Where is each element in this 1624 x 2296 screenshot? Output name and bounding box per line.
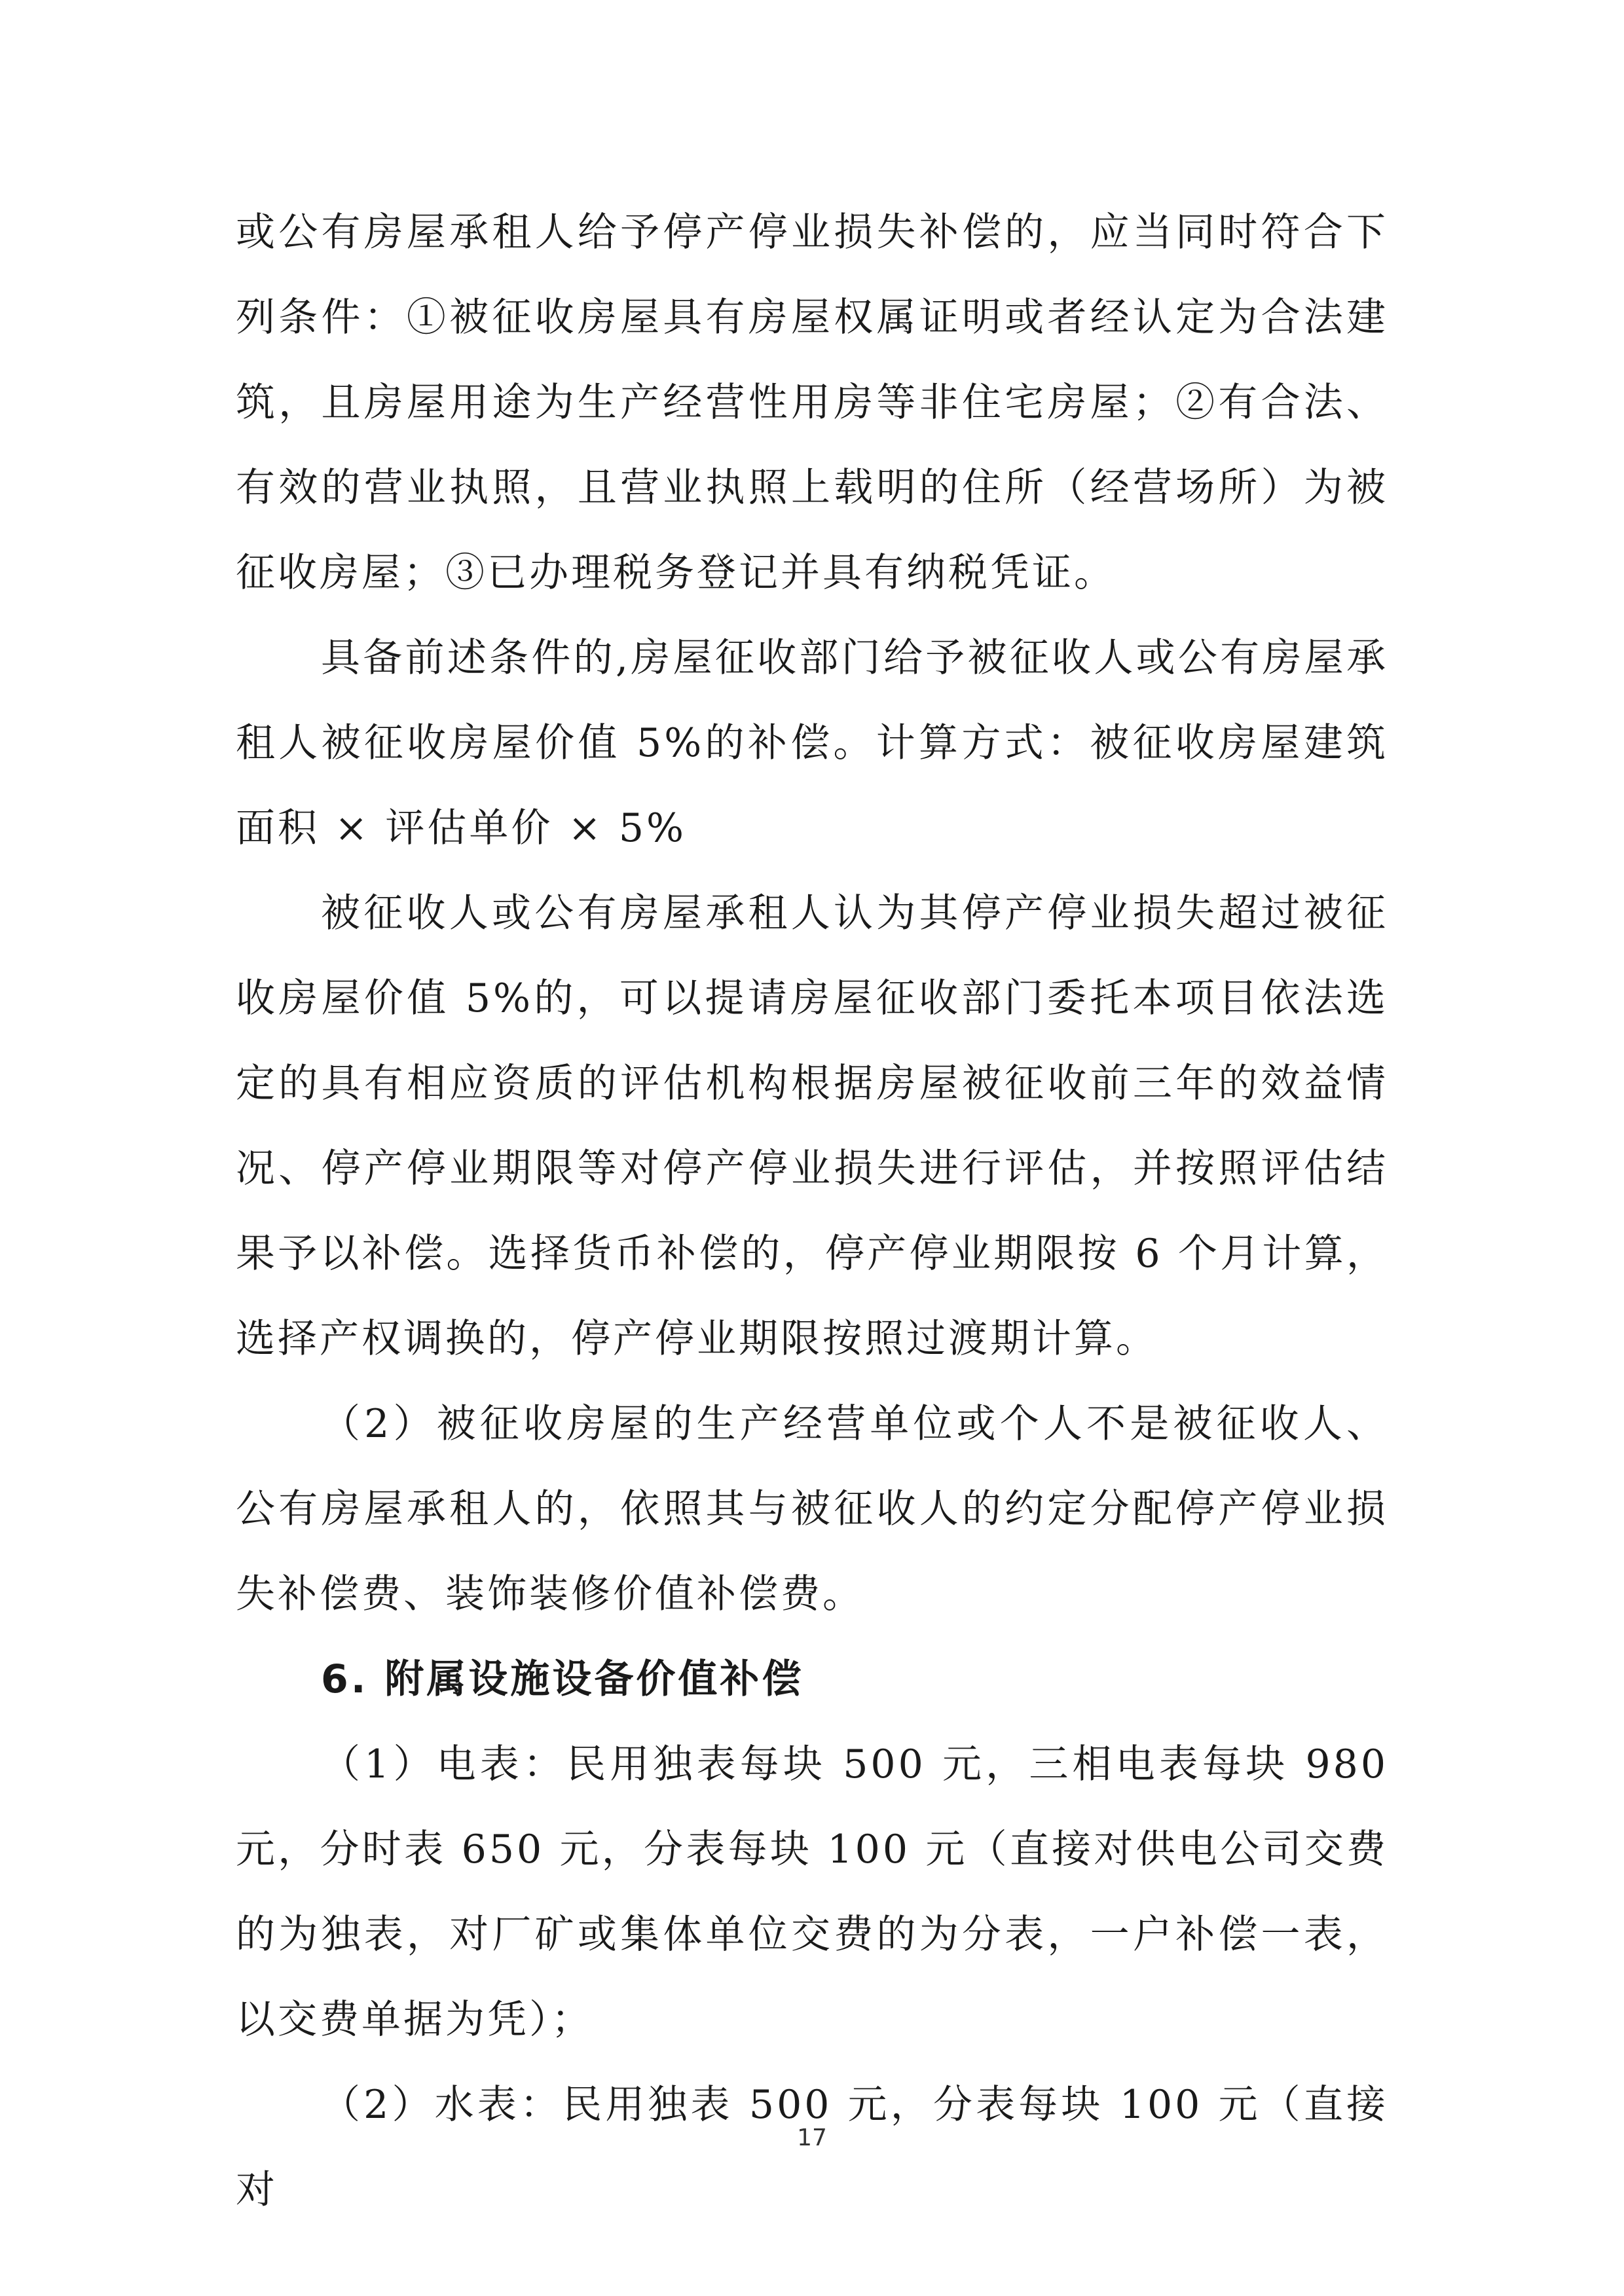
section-heading-ancillary-facilities: 6. 附属设施设备价值补偿	[321, 1656, 804, 1702]
paragraph-loss-assessment: 被征收人或公有房屋承租人认为其停产停业损失超过被征收房屋价值 5%的，可以提请房屋征收部门委托本项目依法选定的具有相应资质的评估机构根据房屋被征收前三年的效益情况、停产停业期限等对停产停业损失进行评估，并按照评估结果予以补偿。选择货币补偿的，停产停业期限按 6 个月计算，选择产权调换的，停产停业期限按照过渡期计算。	[236, 890, 1388, 1362]
paragraph-electric-meter: （1）电表：民用独表每块 500 元，三相电表每块 980 元，分时表 650 元，分表每块 100 元（直接对供电公司交费的为独表，对厂矿或集体单位交费的为分表，一户补偿一表，以交费单据为凭）；	[236, 1741, 1388, 2043]
paragraph-water-meter: （2）水表：民用独表 500 元，分表每块 100 元（直接对	[236, 2082, 1388, 2213]
document-body	[236, 190, 1388, 2232]
page-number: 17	[797, 2124, 827, 2151]
paragraph-five-percent-compensation: 具备前述条件的,房屋征收部门给予被征收人或公有房屋承租人被征收房屋价值 5%的补偿。计算方式：被征收房屋建筑面积 × 评估单价 × 5%	[236, 635, 1388, 851]
paragraph-non-owner-operator: （2）被征收房屋的生产经营单位或个人不是被征收人、公有房屋承租人的，依照其与被征收人的约定分配停产停业损失补偿费、装饰装修价值补偿费。	[236, 1401, 1388, 1617]
paragraph-compensation-conditions: 或公有房屋承租人给予停产停业损失补偿的，应当同时符合下列条件：①被征收房屋具有房屋权属证明或者经认定为合法建筑，且房屋用途为生产经营性用房等非住宅房屋；②有合法、有效的营业执照，且营业执照上载明的住所（经营场所）为被征收房屋；③已办理税务登记并具有纳税凭证。	[236, 210, 1388, 596]
